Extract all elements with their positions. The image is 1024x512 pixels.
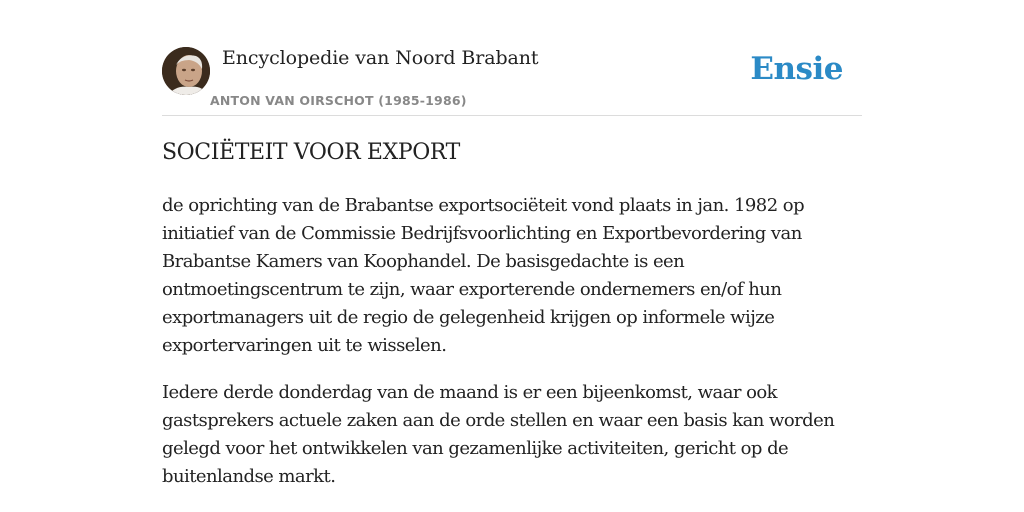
article-title: SOCIËTEIT VOOR EXPORT <box>162 140 460 165</box>
article-paragraph: Iedere derde donderdag van de maand is er een bijeenkomst, waar ook gastsprekers actuele zaken aan de orde stellen en waar een basis kan worden gelegd voor het ontwikkelen van gezamenlijke activiteiten, gericht op de buitenlandse markt. <box>162 382 835 487</box>
author-credit[interactable]: ANTON VAN OIRSCHOT (1985-1986) <box>210 93 467 108</box>
author-portrait-icon <box>162 47 210 95</box>
brand-logo[interactable]: Ensie <box>750 51 843 87</box>
page-header <box>162 44 862 116</box>
author-avatar[interactable] <box>162 47 210 95</box>
article-body <box>162 192 862 510</box>
site-title[interactable]: Encyclopedie van Noord Brabant <box>222 47 539 69</box>
article-paragraph: de oprichting van de Brabantse exportsociëteit vond plaats in jan. 1982 op initiatief van de Commissie Bedrijfsvoorlichting en Exportbevordering van Brabantse Kamers van Koophandel. De basisgedachte is een ontmoetingscentrum te zijn, waar exporterende ondernemers en/of hun exportmanagers uit de regio de gelegenheid krijgen op informele wijze exportervaringen uit te wisselen. <box>162 195 805 356</box>
